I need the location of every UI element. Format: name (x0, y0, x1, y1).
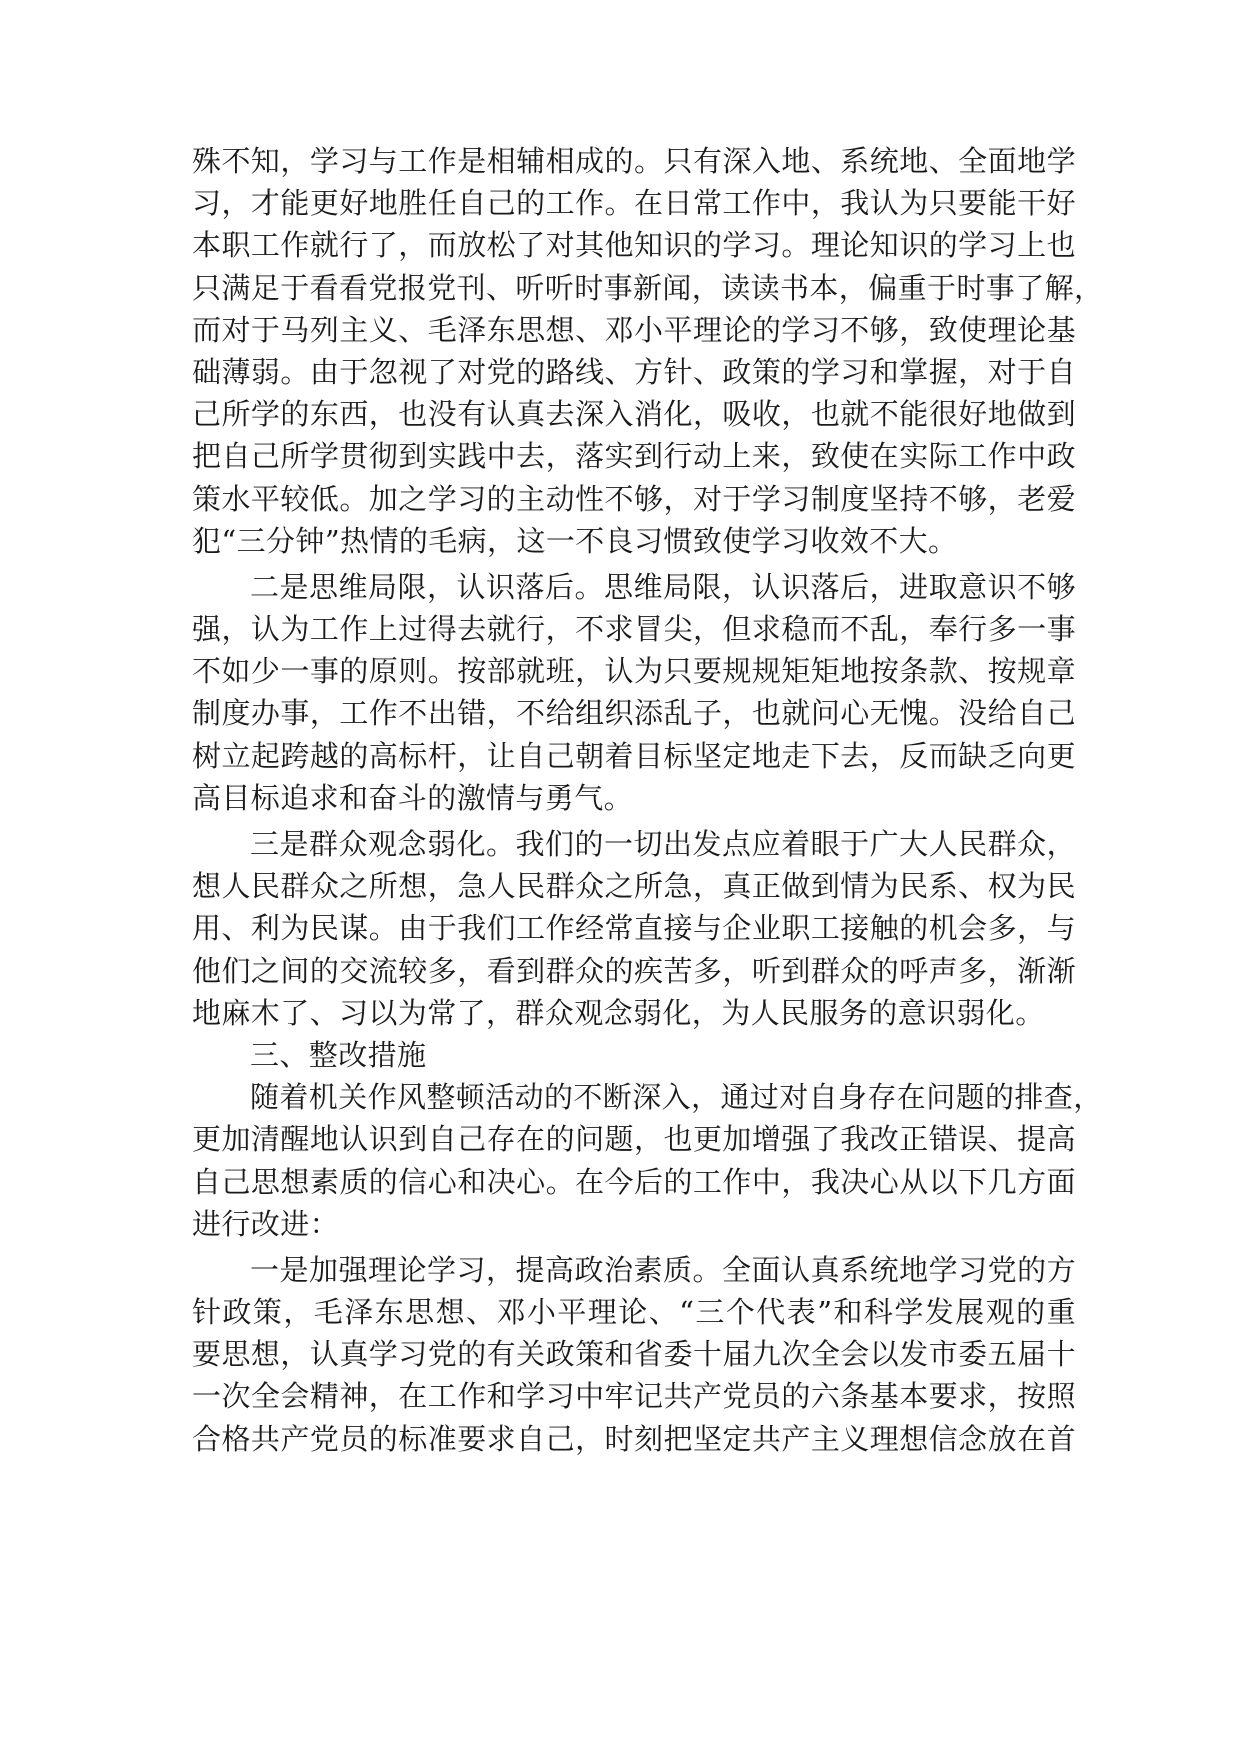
text-line: 一次全会精神，在工作和学习中牢记共产党员的六条基本要求，按照 (192, 1379, 1076, 1414)
text-line: 二是思维局限，认识落后。思维局限，认识落后，进取意识不够 (250, 569, 1076, 604)
text-line: 础薄弱。由于忽视了对党的路线、方针、政策的学习和掌握，对于自 (192, 354, 1076, 389)
text-line: 树立起跨越的高标杆，让自己朝着目标坚定地走下去，反而缺乏向更 (192, 738, 1076, 773)
text-line: 只满足于看看党报党刊、听听时事新闻，读读书本，偏重于时事了解， (192, 270, 1104, 305)
text-line: 他们之间的交流较多，看到群众的疾苦多，听到群众的呼声多，渐渐 (192, 953, 1076, 988)
text-line: 殊不知，学习与工作是相辅相成的。只有深入地、系统地、全面地学 (192, 144, 1076, 178)
section-heading (192, 1034, 1076, 1076)
paragraph (192, 140, 1104, 562)
text-line: 合格共产党员的标准要求自己，时刻把坚定共产主义理想信念放在首 (192, 1421, 1076, 1456)
text-line: 更加清醒地认识到自己存在的问题，也更加增强了我改正错误、提高 (192, 1122, 1076, 1157)
text-line: 制度办事，工作不出错，不给组织添乱子，也就问心无愧。没给自己 (192, 696, 1076, 731)
paragraph (192, 823, 1076, 1034)
paragraph (192, 566, 1076, 819)
text-line: 想人民群众之所想，急人民群众之所急，真正做到情为民系、权为民 (192, 869, 1076, 904)
document-body (192, 140, 1104, 1460)
text-line: 策水平较低。加之学习的主动性不够，对于学习制度坚持不够，老爱 (192, 481, 1076, 516)
text-line: 犯“三分钟”热情的毛病，这一不良习惯致使学习收效不大。 (192, 523, 958, 558)
text-line: 自己思想素质的信心和决心。在今后的工作中，我决心从以下几方面 (192, 1164, 1076, 1199)
text-line: 一是加强理论学习，提高政治素质。全面认真系统地学习党的方 (250, 1252, 1076, 1287)
paragraph (192, 1076, 1103, 1245)
text-line: 己所学的东西，也没有认真去深入消化，吸收，也就不能很好地做到 (192, 397, 1076, 432)
text-line: 针政策，毛泽东思想、邓小平理论、“三个代表”和科学发展观的重 (192, 1295, 1076, 1330)
text-line: 强，认为工作上过得去就行，不求冒尖，但求稳而不乱，奉行多一事 (192, 612, 1076, 647)
text-line: 地麻木了、习以为常了，群众观念弱化，为人民服务的意识弱化。 (192, 995, 1045, 1030)
text-line: 习，才能更好地胜任自己的工作。在日常工作中，我认为只要能干好 (192, 186, 1076, 221)
text-line: 不如少一事的原则。按部就班，认为只要规规矩矩地按条款、按规章 (192, 654, 1076, 689)
text-line: 用、利为民谋。由于我们工作经常直接与企业职工接触的机会多，与 (192, 911, 1076, 946)
text-line: 把自己所学贯彻到实践中去，落实到行动上来，致使在实际工作中政 (192, 439, 1076, 474)
text-line: 进行改进： (192, 1206, 340, 1241)
text-line: 三是群众观念弱化。我们的一切出发点应着眼于广大人民群众， (250, 827, 1076, 861)
text-line: 本职工作就行了，而放松了对其他知识的学习。理论知识的学习上也 (192, 228, 1076, 263)
text-line: 随着机关作风整顿活动的不断深入，通过对自身存在问题的排查， (250, 1080, 1103, 1115)
text-line: 要思想，认真学习党的有关政策和省委十届九次全会以发市委五届十 (192, 1337, 1076, 1372)
text-line: 而对于马列主义、毛泽东思想、邓小平理论的学习不够，致使理论基 (192, 312, 1076, 347)
text-line: 高目标追求和奋斗的激情与勇气。 (192, 780, 634, 815)
section-heading-text: 三、整改措施 (250, 1037, 427, 1072)
paragraph (192, 1249, 1076, 1460)
